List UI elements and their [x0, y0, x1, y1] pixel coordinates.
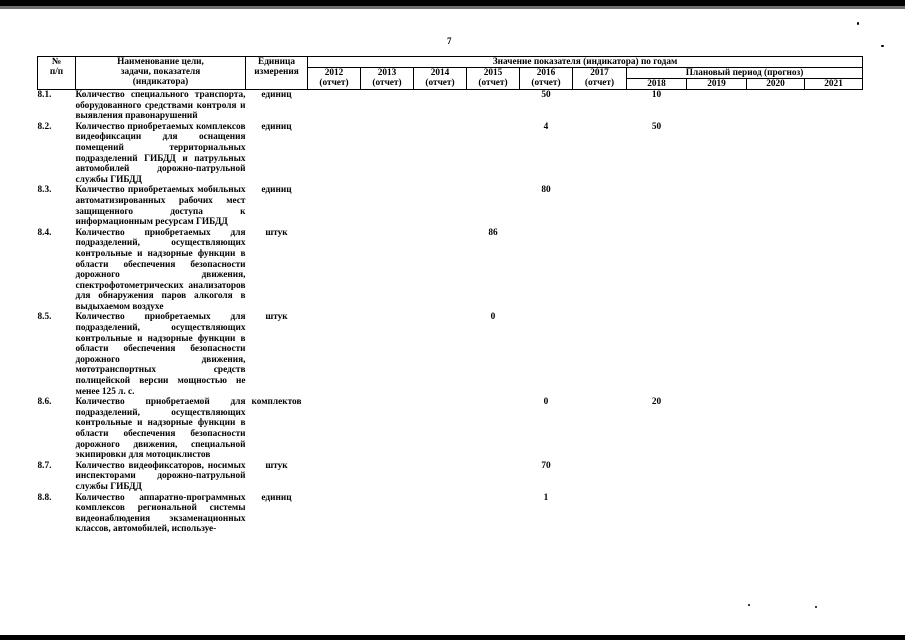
- indicator-value: [805, 185, 863, 227]
- header-year-report: 2017 (отчет): [573, 68, 627, 90]
- header-col-unit: Единица измерения: [246, 57, 308, 90]
- row-number: 8.8.: [37, 492, 52, 503]
- indicator-value: [467, 90, 520, 122]
- indicator-value: [805, 312, 863, 397]
- header-year-plan: 2021: [805, 79, 863, 90]
- indicator-value: [308, 461, 361, 493]
- indicator-value: [573, 397, 627, 461]
- header-plan-group: Плановый период (прогноз): [627, 68, 863, 79]
- row-number: 8.7.: [37, 460, 52, 471]
- indicator-value: 0: [543, 397, 549, 408]
- indicator-value: [361, 312, 414, 397]
- unit-of-measure: единиц: [261, 492, 292, 503]
- indicator-value: [573, 228, 627, 313]
- table-row: [38, 397, 863, 461]
- indicator-value: [467, 493, 520, 535]
- header-year-plan: 2020: [747, 79, 805, 90]
- indicator-value: [747, 493, 805, 535]
- indicator-value: [627, 228, 687, 313]
- header-year-report: 2016 (отчет): [520, 68, 573, 90]
- header-values-group: Значение показателя (индикатора) по годам: [308, 57, 863, 68]
- indicator-name: Количество специального транспорта, оборудованного средствами контроля и выявления правонарушений: [75, 90, 246, 122]
- table-row: [38, 122, 863, 186]
- indicator-value: [747, 228, 805, 313]
- indicator-value: [308, 90, 361, 122]
- indicator-value: [467, 185, 520, 227]
- indicator-value: [747, 397, 805, 461]
- indicator-value: [467, 461, 520, 493]
- indicator-value: [573, 493, 627, 535]
- indicator-value: [687, 90, 747, 122]
- indicator-value: [361, 493, 414, 535]
- indicator-value: [687, 122, 747, 186]
- indicator-value: [414, 397, 467, 461]
- indicator-value: 86: [488, 227, 498, 238]
- table-body: [38, 90, 863, 535]
- indicator-value: [747, 185, 805, 227]
- indicator-name: Количество видеофиксаторов, носимых инспекторами дорожно-патрульной службы ГИБДД: [75, 460, 246, 492]
- indicator-value: 1: [543, 492, 549, 503]
- row-number: 8.5.: [37, 312, 52, 323]
- row-number: 8.3.: [37, 185, 52, 196]
- table-row: [38, 461, 863, 493]
- indicator-value: [747, 312, 805, 397]
- indicator-value: [467, 122, 520, 186]
- indicator-value: [308, 397, 361, 461]
- indicator-value: [573, 185, 627, 227]
- header-year-report: 2013 (отчет): [361, 68, 414, 90]
- unit-of-measure: штук: [265, 460, 288, 471]
- indicator-value: [573, 90, 627, 122]
- indicator-value: [414, 228, 467, 313]
- header-year-report: 2015 (отчет): [467, 68, 520, 90]
- indicator-value: [361, 397, 414, 461]
- table-row: [38, 185, 863, 227]
- table-row: [38, 90, 863, 122]
- indicator-value: [805, 228, 863, 313]
- row-number: 8.4.: [37, 227, 52, 238]
- indicator-value: [573, 312, 627, 397]
- header-col-name: Наименование цели, задачи, показателя (индикатора): [76, 57, 246, 90]
- table-row: [38, 493, 863, 535]
- indicator-value: 0: [490, 312, 496, 323]
- indicator-value: [361, 90, 414, 122]
- indicator-name: Количество приобретаемых для подразделений, осуществляющих контрольные и надзорные функции в области обеспечения безопасности дорожного движения, спектрофотометрических анализаторов для обнаружения паров алкоголя в выдыхаемом воздухе: [75, 227, 246, 312]
- indicator-value: [520, 312, 573, 397]
- indicator-value: [361, 185, 414, 227]
- indicator-name: Количество приобретаемых для подразделений, осуществляющих контрольные и надзорные функции в области обеспечения безопасности дорожного движения, мототранспортных средств полицейской версии мощностью не менее 125 л. с.: [75, 312, 246, 397]
- scan-speck: [815, 606, 817, 608]
- indicator-value: [805, 493, 863, 535]
- table-row: [38, 312, 863, 397]
- indicator-value: [747, 461, 805, 493]
- indicator-value: [687, 312, 747, 397]
- indicator-value: [414, 185, 467, 227]
- row-number: 8.6.: [37, 397, 52, 408]
- unit-of-measure: штук: [265, 227, 288, 238]
- indicator-value: [687, 228, 747, 313]
- indicator-value: [627, 185, 687, 227]
- row-number: 8.1.: [37, 90, 52, 100]
- indicator-name: Количество аппаратно-программных комплексов региональной системы видеонаблюдения экзаменационных классов, автомобилей, используе-: [75, 492, 246, 535]
- indicator-value: [687, 397, 747, 461]
- indicator-value: [308, 122, 361, 186]
- page-number: 7: [447, 36, 452, 46]
- indicator-value: [308, 312, 361, 397]
- indicator-name: Количество приобретаемых комплексов видеофиксации для оснащения помещений территориальных подразделений ГИБДД и патрульных автомобилей дорожно-патрульной службы ГИБДД: [75, 121, 246, 185]
- scan-bottom-border: [0, 635, 905, 640]
- indicator-value: [414, 461, 467, 493]
- indicator-value: 20: [651, 397, 662, 408]
- indicator-value: [467, 397, 520, 461]
- indicator-value: [414, 122, 467, 186]
- indicator-value: [573, 461, 627, 493]
- indicator-value: 50: [651, 121, 662, 132]
- indicator-value: [627, 493, 687, 535]
- indicator-value: [414, 312, 467, 397]
- indicator-value: [414, 493, 467, 535]
- unit-of-measure: штук: [265, 312, 288, 323]
- indicator-value: [361, 461, 414, 493]
- indicator-value: [687, 461, 747, 493]
- scan-speck: [857, 22, 859, 25]
- indicator-value: [627, 312, 687, 397]
- unit-of-measure: единиц: [261, 185, 292, 196]
- indicator-table: [37, 56, 863, 535]
- scan-speck: [748, 604, 750, 606]
- indicator-value: [805, 397, 863, 461]
- indicator-value: [687, 493, 747, 535]
- indicator-value: [805, 122, 863, 186]
- unit-of-measure: единиц: [261, 90, 292, 100]
- indicator-value: 70: [541, 460, 551, 471]
- header-year-report: 2012 (отчет): [308, 68, 361, 90]
- indicator-value: [687, 185, 747, 227]
- indicator-value: [308, 493, 361, 535]
- indicator-value: [361, 228, 414, 313]
- row-number: 8.2.: [37, 121, 52, 132]
- header-col-number: № п/п: [38, 57, 76, 90]
- indicator-value: [414, 90, 467, 122]
- indicator-value: [747, 90, 805, 122]
- indicator-value: [361, 122, 414, 186]
- table-row: [38, 228, 863, 313]
- indicator-value: 4: [543, 121, 549, 132]
- indicator-name: Количество приобретаемых мобильных автоматизированных рабочих мест защищенного доступа к информационным ресурсам ГИБДД: [75, 185, 246, 228]
- indicator-name: Количество приобретаемой для подразделений, осуществляющих контрольные и надзорные функции в области обеспечения безопасности дорожного движения, специальной экипировки для мотоциклистов: [75, 397, 246, 461]
- indicator-value: [805, 90, 863, 122]
- indicator-value: [308, 185, 361, 227]
- header-year-plan: 2019: [687, 79, 747, 90]
- indicator-value: [747, 122, 805, 186]
- header-year-plan: 2018: [627, 79, 687, 90]
- scan-speck: [881, 45, 884, 47]
- indicator-value: 50: [541, 90, 551, 100]
- indicator-value: [520, 228, 573, 313]
- indicator-value: [573, 122, 627, 186]
- unit-of-measure: единиц: [261, 121, 292, 132]
- indicator-value: [308, 228, 361, 313]
- indicator-value: [627, 461, 687, 493]
- indicator-value: 10: [651, 90, 662, 100]
- table-header: [38, 57, 863, 90]
- header-year-report: 2014 (отчет): [414, 68, 467, 90]
- indicator-value: 80: [541, 185, 551, 196]
- unit-of-measure: комплектов: [251, 397, 302, 408]
- indicator-value: [805, 461, 863, 493]
- scan-top-shadow: [0, 6, 905, 9]
